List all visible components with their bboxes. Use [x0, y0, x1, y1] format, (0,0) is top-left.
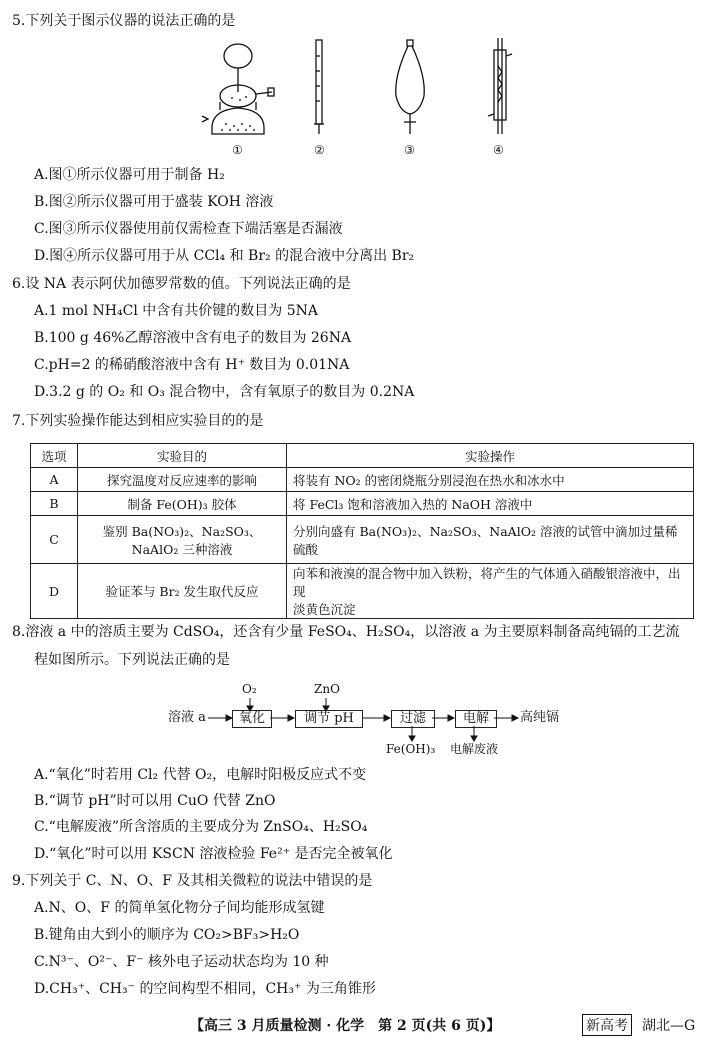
q5-option-a: A.图①所示仪器可用于制备 H₂	[34, 167, 225, 183]
th-option: 选项	[31, 444, 78, 468]
q8-stem-line1: 8.溶液 a 中的溶质主要为 CdSO₄，还含有少量 FeSO₄、H₂SO₄，以溶液 a 为主要原料制备高纯镉的工艺流	[12, 624, 680, 640]
q6-option-a: A.1 mol NH₄Cl 中含有共价键的数目为 5NA	[34, 303, 318, 319]
label-1: ①	[232, 143, 243, 157]
q6-option-c: C.pH=2 的稀硝酸溶液中含有 H⁺ 数目为 0.01NA	[34, 357, 350, 373]
th-operation: 实验操作	[287, 444, 694, 468]
cell-purpose: 制备 Fe(OH)₃ 胶体	[78, 492, 287, 516]
cell-op	[287, 564, 694, 619]
cell-op: 将 FeCl₃ 饱和溶液加入热的 NaOH 溶液中	[287, 492, 694, 516]
q5-option-c: C.图③所示仪器使用前仅需检查下端活塞是否漏液	[34, 221, 343, 237]
cell-op-line2: 淡黄色沉淀	[293, 602, 356, 617]
q8-option-a: A.“氧化”时若用 Cl₂ 代替 O₂，电解时阳极反应式不变	[34, 767, 367, 783]
flow-input-o2: O₂	[242, 682, 257, 696]
cell-opt: B	[31, 492, 78, 516]
q5-option-d: D.图④所示仪器可用于从 CCl₄ 和 Br₂ 的混合液中分离出 Br₂	[34, 248, 415, 264]
q8-option-b: B.“调节 pH”时可以用 CuO 代替 ZnO	[34, 793, 276, 809]
flow-output-feoh3: Fe(OH)₃	[386, 742, 436, 756]
cell-opt: D	[31, 564, 78, 619]
cell-opt: C	[31, 516, 78, 564]
table-row	[31, 564, 694, 619]
q5-stem: 5.下列关于图示仪器的说法正确的是	[12, 13, 236, 29]
flow-step-electrolysis: 电解	[455, 710, 497, 728]
footer-region: 湖北—G	[642, 1018, 696, 1034]
th-purpose: 实验目的	[78, 444, 287, 468]
label-3: ③	[404, 143, 415, 157]
kipp-apparatus-icon	[202, 44, 274, 134]
cell-purpose-line2: NaAlO₂ 三种溶液	[131, 541, 233, 557]
q7-stem: 7.下列实验操作能达到相应实验目的的是	[12, 413, 264, 429]
table-row	[31, 468, 694, 492]
flow-input-zno: ZnO	[314, 682, 340, 696]
q6-stem: 6.设 NA 表示阿伏加德罗常数的值。下列说法正确的是	[12, 276, 351, 292]
q7-table	[30, 443, 694, 619]
footer-page-info: 【高三 3 月质量检测 · 化学 第 2 页(共 6 页)】	[190, 1018, 501, 1034]
q5-option-b: B.图②所示仪器可用于盛装 KOH 溶液	[34, 194, 274, 210]
cell-purpose: 验证苯与 Br₂ 发生取代反应	[78, 564, 287, 619]
q9-stem: 9.下列关于 C、N、O、F 及其相关微粒的说法中错误的是	[12, 873, 373, 889]
flow-step-filter: 过滤	[391, 710, 435, 728]
q8-option-d: D.“氧化”时可以用 KSCN 溶液检验 Fe²⁺ 是否完全被氧化	[34, 846, 393, 862]
q8-flowchart	[150, 680, 600, 760]
q9-option-a: A.N、O、F 的简单氢化物分子间均能形成氢键	[34, 900, 325, 916]
cell-purpose	[78, 516, 287, 564]
label-2: ②	[314, 143, 325, 157]
label-4: ④	[493, 143, 504, 157]
cell-op: 将装有 NO₂ 的密闭烧瓶分别浸泡在热水和冰水中	[287, 468, 694, 492]
table-row	[31, 492, 694, 516]
flow-start: 溶液 a	[168, 710, 206, 725]
kipp-liquid	[221, 96, 255, 131]
cell-purpose: 探究温度对反应速率的影响	[78, 468, 287, 492]
footer-badge: 新高考	[582, 1014, 632, 1036]
q6-option-b: B.100 g 46%乙醇溶液中含有电子的数目为 26NA	[34, 330, 352, 346]
condenser-icon	[488, 38, 512, 134]
q5-apparatus-figure	[190, 36, 530, 160]
table-row	[31, 516, 694, 564]
q9-option-b: B.键角由大到小的顺序为 CO₂>BF₃>H₂O	[34, 927, 300, 943]
cell-op: 分别向盛有 Ba(NO₃)₂、Na₂SO₃、NaAlO₂ 溶液的试管中滴加过量稀硫酸	[287, 516, 694, 564]
cell-purpose-line1: 鉴别 Ba(NO₃)₂、Na₂SO₃、	[102, 523, 262, 539]
separatory-funnel-icon	[396, 40, 425, 134]
burette-icon	[314, 40, 324, 134]
q9-option-d: D.CH₃⁺、CH₃⁻ 的空间构型不相同，CH₃⁺ 为三角锥形	[34, 981, 376, 997]
flow-end: 高纯镉	[520, 710, 560, 725]
q6-option-d: D.3.2 g 的 O₂ 和 O₃ 混合物中，含有氧原子的数目为 0.2NA	[34, 384, 415, 400]
flow-step-oxidation: 氧化	[232, 710, 272, 728]
q8-stem-line2: 程如图所示。下列说法正确的是	[34, 652, 230, 668]
q9-option-c: C.N³⁻、O²⁻、F⁻ 核外电子运动状态均为 10 种	[34, 954, 329, 970]
flow-output-waste: 电解废液	[450, 742, 499, 756]
cell-opt: A	[31, 468, 78, 492]
cell-op-line1: 向苯和液溴的混合物中加入铁粉，将产生的气体通入硝酸银溶液中，出现	[293, 566, 681, 599]
q8-option-c: C.“电解废液”所含溶质的主要成分为 ZnSO₄、H₂SO₄	[34, 819, 368, 835]
flow-step-adjust-ph: 调节 pH	[295, 710, 363, 728]
